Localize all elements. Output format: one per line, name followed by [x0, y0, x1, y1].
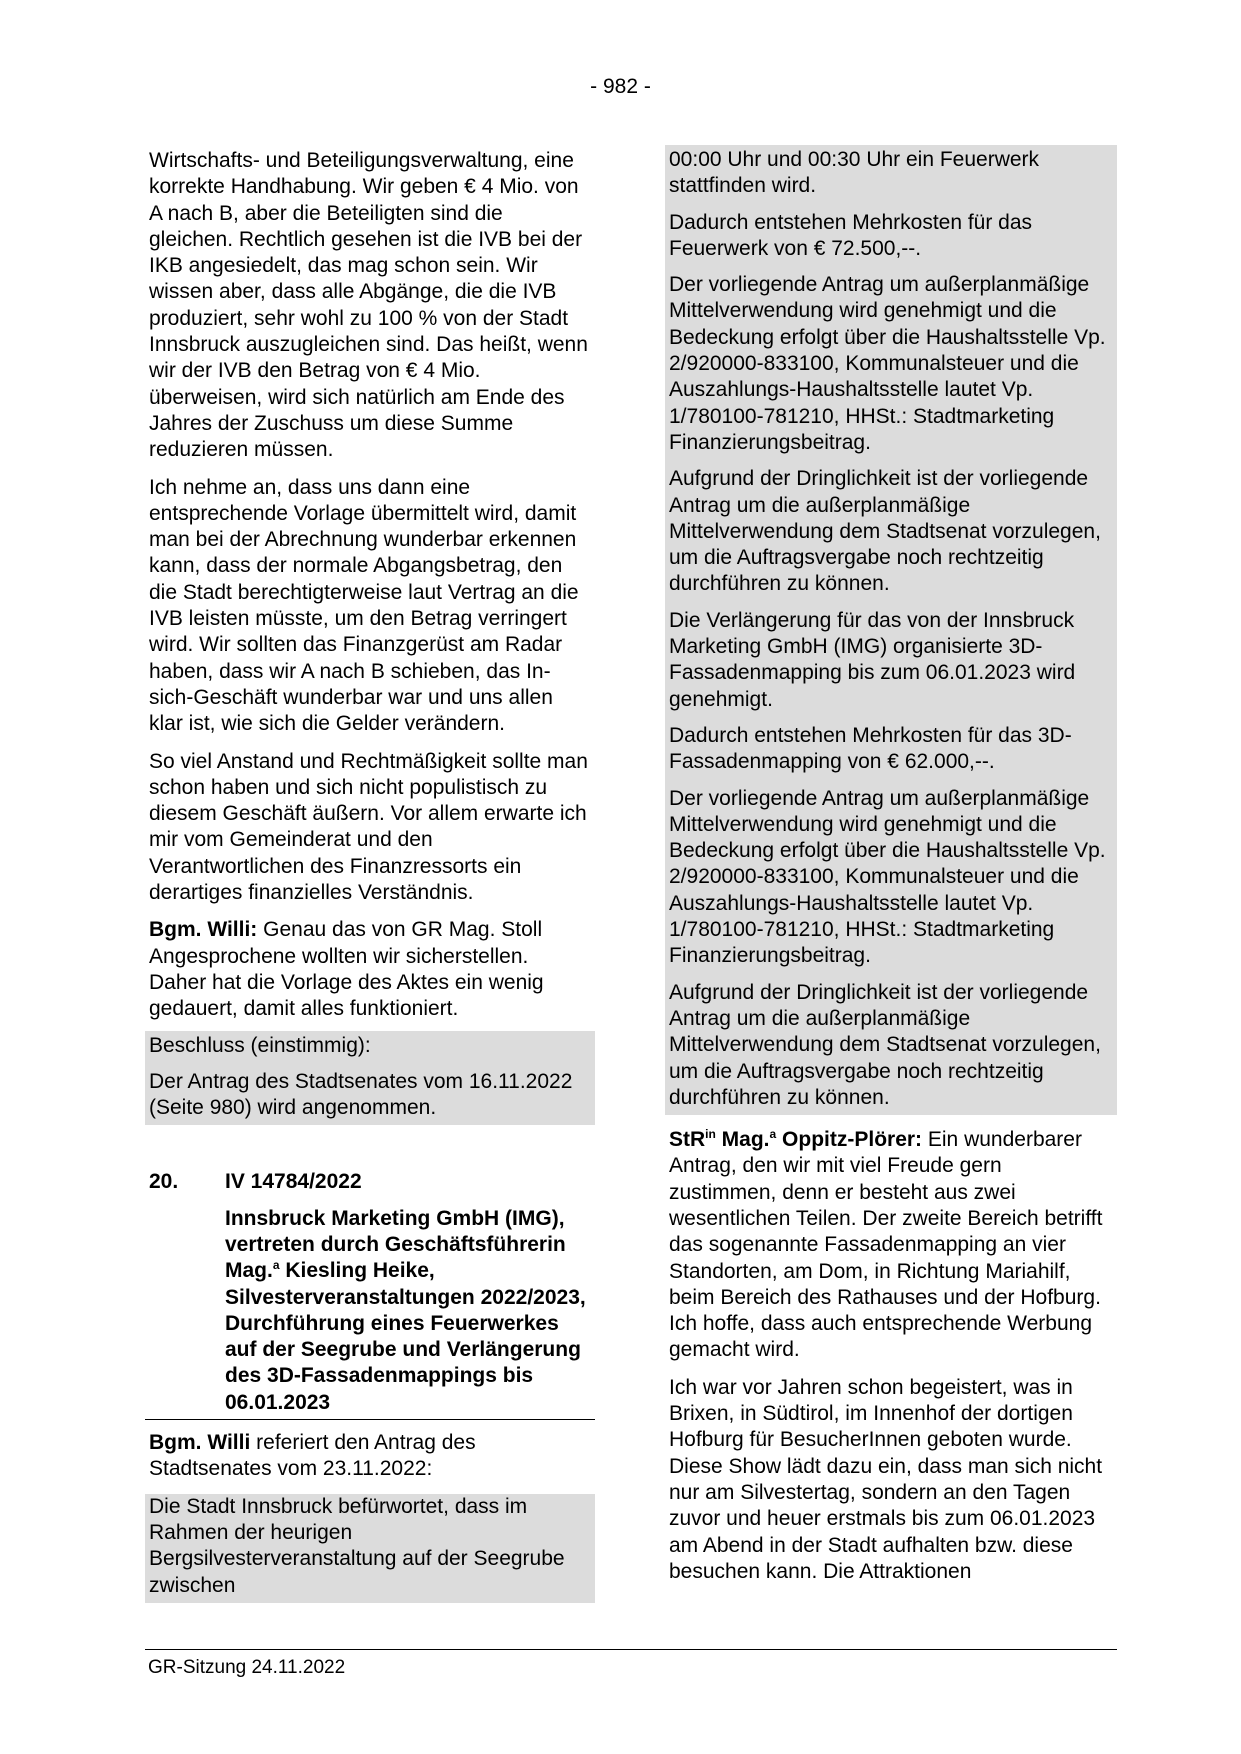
speech-text: referiert den Antrag des Stadtsenates vom 23.11.2022: — [149, 1431, 476, 1481]
page-number: - 982 - — [590, 75, 651, 98]
proposal-text: Aufgrund der Dringlichkeit ist der vorliegende Antrag um die außerplanmäßige Mittelverwendung dem Stadtsenat vorzulegen, um die Auftragsvergabe noch rechtzeitig durchführen zu können. — [669, 467, 1101, 596]
proposal-block — [145, 1494, 595, 1603]
paragraph: Ich war vor Jahren schon begeistert, was in Brixen, in Südtirol, im Innenhof der dortigen Hofburg für BesucherInnen geboten wurde. Diese Show lädt dazu ein, dass man sich nicht nur am Silvestertag, sondern an den Tagen zuvor und heuer erstmals bis zum 06.01.2023 am Abend in der Stadt aufhalten bzw. diese besuchen kann. Die Attraktionen — [669, 1375, 1103, 1583]
resolution-text: Der Antrag des Stadtsenates vom 16.11.2022 (Seite 980) wird angenommen. — [149, 1069, 573, 1120]
speaker-name: StR$^{in}$ Mag.$^a$ Oppitz-Plörer: — [669, 1127, 923, 1152]
left-column — [145, 148, 595, 1603]
divider — [145, 1419, 595, 1420]
proposal-text: Dadurch entstehen Mehrkosten für das 3D-Fassadenmapping von € 62.000,--. — [669, 723, 1072, 774]
paragraph: So viel Anstand und Rechtmäßigkeit sollte man schon haben und sich nicht populistisch zu diesem Geschäft äußern. Vor allem erwarte ich mir vom Gemeinderat und den Verantwortlichen des Finanzressorts ein derartiges finanzielles Verständnis. — [149, 749, 588, 905]
proposal-text: Die Verlängerung für das von der Innsbruck Marketing GmbH (IMG) organisierte 3D-Fassadenmapping bis zum 06.01.2023 wird genehmigt. — [669, 608, 1076, 711]
speech-text: Genau das von GR Mag. Stoll Angesprochene wollten wir sicherstellen. Daher hat die Vorlage des Aktes ein wenig gedauert, damit alles funktioniert. — [149, 918, 544, 1021]
agenda-item — [145, 1169, 595, 1420]
speech-text: Ein wunderbarer Antrag, den wir mit viel Freude gern zustimmen, denn er besteht aus zwei wesentlichen Teilen. Der zweite Bereich betrifft das sogenannte Fassadenmapping an vier Standorten, am Dom, in Richtung Mariahilf, beim Bereich des Rathauses und der Hofburg. Ich hoffe, dass auch entsprechende Werbung gemacht wird. — [669, 1128, 1103, 1362]
speech-paragraph — [145, 917, 595, 1022]
agenda-head — [145, 1169, 595, 1195]
agenda-reference: IV 14784/2022 — [225, 1170, 362, 1194]
agenda-number: 20. — [149, 1170, 179, 1194]
proposal-text: Der vorliegende Antrag um außerplanmäßige Mittelverwendung wird genehmigt und die Bedeckung erfolgt über die Haushaltsstelle Vp. 2/920000-833100, Kommunalsteuer und die Auszahlungs-Haushaltsstelle lautet Vp. 1/780100-781210, HHSt.: Stadtmarketing Finanzierungsbeitrag. — [669, 786, 1106, 968]
footer-text: GR-Sitzung 24.11.2022 — [148, 1657, 346, 1678]
paragraph: Ich nehme an, dass uns dann eine entsprechende Vorlage übermittelt wird, damit man bei der Abrechnung wunderbar erkennen kann, dass der normale Abgangsbetrag, den die Stadt berechtigterweise laut Vertrag an die IVB leisten müsste, um den Betrag verringert wird. Wir sollten das Finanzgerüst am Radar haben, dass wir A nach B schieben, das In-sich-Geschäft wunderbar war und uns allen klar ist, wie sich die Gelder verändern. — [149, 475, 579, 736]
right-column — [665, 148, 1117, 1596]
resolution-label: Beschluss (einstimmig): — [149, 1033, 371, 1057]
proposal-text: Die Stadt Innsbruck befürwortet, dass im Rahmen der heurigen Bergsilvesterveranstaltung auf der Seegrube zwischen — [149, 1494, 565, 1597]
proposal-block — [665, 145, 1117, 1115]
speech-paragraph — [665, 1127, 1117, 1364]
proposal-text: Aufgrund der Dringlichkeit ist der vorliegende Antrag um die außerplanmäßige Mittelverwendung dem Stadtsenat vorzulegen, um die Auftragsvergabe noch rechtzeitig durchführen zu können. — [669, 980, 1101, 1109]
footer-divider — [145, 1649, 1117, 1650]
proposal-text: Der vorliegende Antrag um außerplanmäßige Mittelverwendung wird genehmigt und die Bedeckung erfolgt über die Haushaltsstelle Vp. 2/920000-833100, Kommunalsteuer und die Auszahlungs-Haushaltsstelle lautet Vp. 1/780100-781210, HHSt.: Stadtmarketing Finanzierungsbeitrag. — [669, 273, 1106, 454]
speech-paragraph — [145, 1430, 595, 1483]
speaker-name: Bgm. Willi — [149, 1431, 251, 1455]
proposal-text: Dadurch entstehen Mehrkosten für das Feuerwerk von € 72.500,--. — [669, 210, 1033, 260]
agenda-title: Innsbruck Marketing GmbH (IMG), vertreten durch Geschäftsführerin Mag.$^a$ Kiesling Heike, Silvesterveranstaltungen 2022/2023, Durchführung eines Feuerwerkes auf der Seegrube und Verlängerung des 3D-Fassadenmappings bis 06.01.2023 — [225, 1206, 586, 1414]
speaker-name: Bgm. Willi: — [149, 918, 258, 942]
proposal-text: 00:00 Uhr und 00:30 Uhr ein Feuerwerk stattfinden wird. — [669, 148, 1040, 198]
paragraph: Wirtschafts- und Beteiligungsverwaltung, eine korrekte Handhabung. Wir geben € 4 Mio. von A nach B, aber die Beteiligten sind die gleichen. Rechtlich gesehen ist die IVB bei der IKB angesiedelt, das mag schon sein. Wir wissen aber, dass alle Abgänge, die die IVB produziert, sehr wohl zu 100 % von der Stadt Innsbruck auszugleichen sind. Das heißt, wenn wir der IVB den Betrag von € 4 Mio. überweisen, wird sich natürlich am Ende des Jahres der Zuschuss um diese Summe reduzieren müssen. — [149, 149, 588, 462]
resolution-block — [145, 1031, 595, 1126]
